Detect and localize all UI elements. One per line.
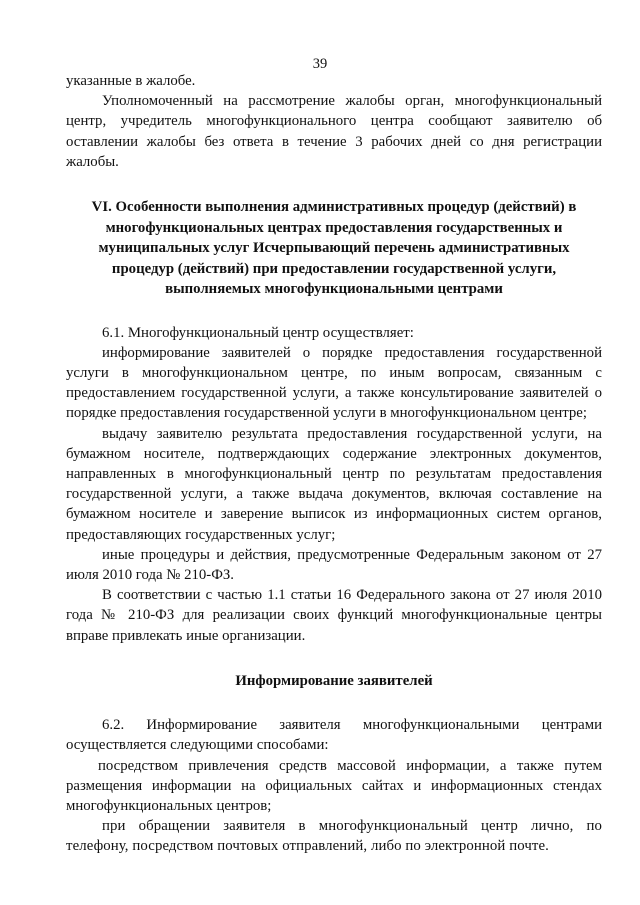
- section-heading: VI. Особенности выполнения административных процедур (действий) в многофункциональных центрах предоставления государственных и муниципальных услуг Исчерпывающий перечень административных процедур (действий) при предоставлении государственной услуги, выполняемых многофункциональными центрами: [91, 199, 577, 298]
- paragraph: посредством привлечения средств массовой информации, а также путем размещения информации на официальных сайтах и информационных стендах многофункциональных центров;: [66, 757, 602, 815]
- paragraph: информирование заявителей о порядке предоставления государственной услуги в многофункциональном центре, по иным вопросам, связанным с предоставлением государственной услуги, а также консультирование заявителей о порядке предоставления государственной услуги в многофункциональном центре;: [66, 344, 602, 422]
- paragraph: 6.2. Информирование заявителя многофункциональными центрами осуществляется следующими способами:: [66, 717, 602, 754]
- document-body: [66, 71, 602, 857]
- subsection-heading: Информирование заявителей: [235, 672, 433, 689]
- paragraph: Уполномоченный на рассмотрение жалобы орган, многофункциональный центр, учредитель многофункционального центра сообщают заявителю об оставлении жалобы без ответа в течение 3 рабочих дней со дня регистрации жалобы.: [66, 93, 602, 170]
- paragraph: иные процедуры и действия, предусмотренные Федеральным законом от 27 июля 2010 года № 210-ФЗ.: [66, 546, 602, 583]
- page-number: 39: [312, 56, 328, 72]
- paragraph: выдачу заявителю результата предоставления государственной услуги, на бумажном носителе, подтверждающих содержание электронных документов, направленных в многофункциональный центр по результатам предоставления государственной услуги, а также выдача документов, включая составление на бумажном носителе и заверение выписок из информационных систем органов, предоставляющих государственных услуг;: [66, 425, 602, 543]
- paragraph: В соответствии с частью 1.1 статьи 16 Федерального закона от 27 июля 2010 года № 210-ФЗ для реализации своих функций многофункциональные центры вправе привлекать иные организации.: [66, 587, 602, 644]
- paragraph: указанные в жалобе.: [66, 73, 196, 89]
- paragraph: 6.1. Многофункциональный центр осуществляет:: [102, 324, 414, 341]
- paragraph: при обращении заявителя в многофункциональный центр лично, по телефону, посредством почтовых отправлений, либо по электронной почте.: [66, 818, 602, 855]
